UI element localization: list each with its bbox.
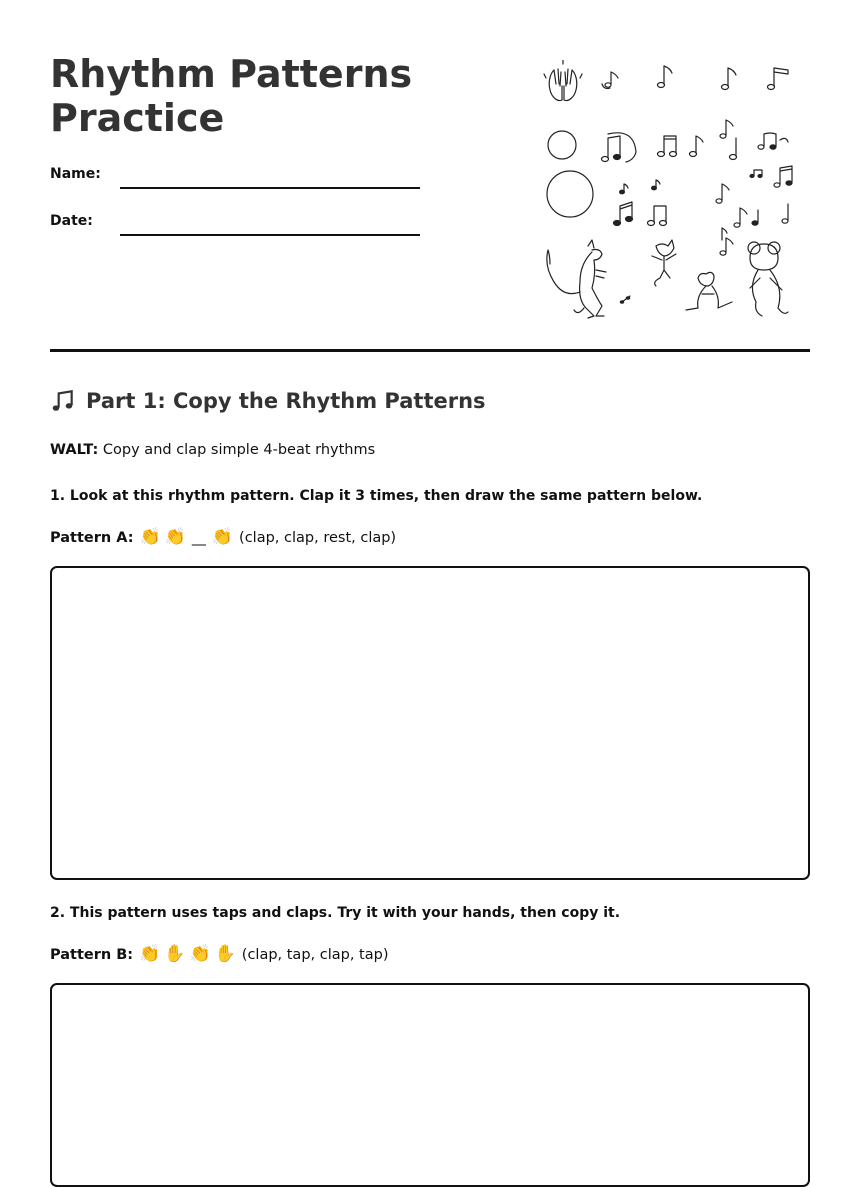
clap-icon: 👏 [164, 527, 186, 547]
kangaroo-icon [547, 240, 606, 318]
music-note-icon [620, 228, 727, 303]
pattern-a-label: Pattern A: [50, 529, 134, 546]
pattern-a-description: (clap, clap, rest, clap) [239, 529, 397, 546]
clap-icon: 👏 [139, 527, 161, 547]
question-2-prompt: 2. This pattern uses taps and claps. Try it with your hands, then copy it. [50, 905, 621, 921]
clapping-hands-icon [544, 60, 582, 101]
whole-note-icon [547, 171, 593, 217]
rest-symbol: __ [191, 529, 206, 546]
music-animals-illustration [536, 60, 796, 325]
music-note-icon [620, 170, 762, 194]
question-1-prompt: 1. Look at this rhythm pattern. Clap it 3 times, then draw the same pattern below. [50, 488, 703, 504]
date-label: Date: [50, 213, 93, 229]
pattern-b-label: Pattern B: [50, 946, 134, 963]
music-note-icon [722, 68, 737, 90]
whole-note-icon [548, 131, 576, 159]
walt-text: Copy and clap simple 4-beat rhythms [102, 442, 376, 458]
beamed-notes-icon [602, 133, 637, 162]
mouse-icon [686, 272, 732, 310]
date-field[interactable] [120, 234, 420, 236]
pattern-a-row [50, 529, 396, 546]
part1-heading-text: Part 1: Copy the Rhythm Patterns [86, 389, 486, 413]
walt-line [50, 442, 375, 458]
music-note-icon [658, 66, 673, 88]
beamed-notes-icon [658, 136, 704, 157]
part1-heading [50, 388, 486, 414]
header-divider [50, 349, 810, 352]
walt-label: WALT: [50, 442, 99, 458]
tap-hand-icon: ✋ [214, 944, 236, 964]
music-note-icon [602, 72, 618, 89]
clap-icon: 👏 [189, 944, 211, 964]
music-note-icon [768, 68, 789, 90]
name-field[interactable] [120, 187, 420, 189]
music-note-icon [50, 388, 76, 414]
clap-icon: 👏 [139, 944, 161, 964]
page-title: Rhythm Patterns Practice [50, 52, 413, 140]
music-note-icon [720, 120, 788, 160]
pattern-b-row [50, 946, 388, 963]
bear-icon [748, 242, 788, 316]
pattern-b-drawing-box[interactable] [50, 983, 810, 1187]
clap-icon: 👏 [211, 527, 234, 547]
pattern-a-drawing-box[interactable] [50, 566, 810, 880]
pattern-b-description: (clap, tap, clap, tap) [241, 946, 389, 963]
beamed-notes-icon [614, 202, 667, 226]
tap-hand-icon: ✋ [164, 944, 186, 964]
name-label: Name: [50, 166, 101, 182]
small-kangaroo-icon [652, 240, 676, 286]
